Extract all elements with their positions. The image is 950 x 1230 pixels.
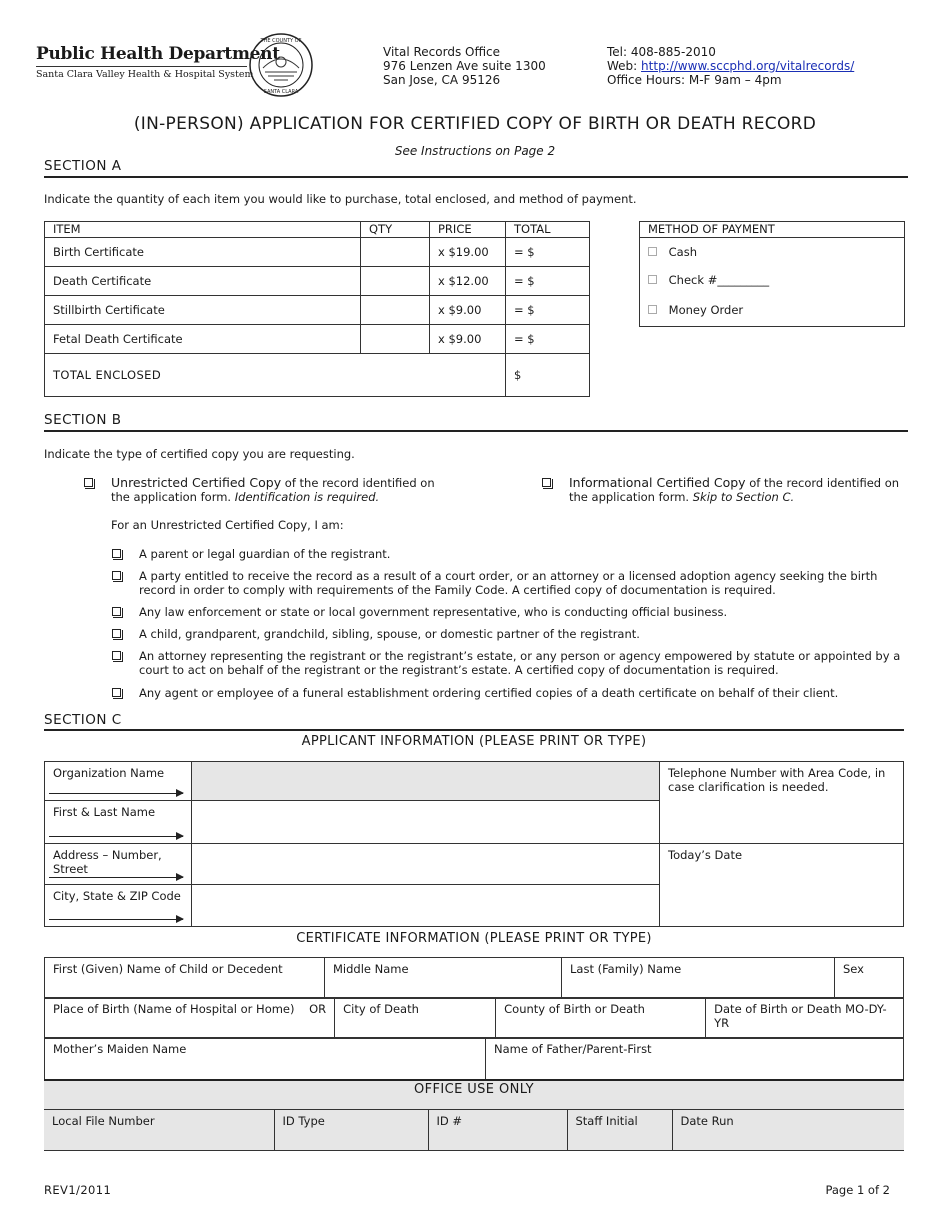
arrow-right-icon — [49, 793, 183, 794]
section-c-rule — [44, 729, 904, 731]
checkbox-icon[interactable] — [112, 607, 121, 616]
id-number-label: ID # — [436, 1114, 463, 1128]
checkbox-icon[interactable] — [112, 571, 121, 580]
table-row — [45, 325, 590, 354]
section-b-rule — [44, 430, 908, 432]
first-last-name-input[interactable] — [192, 801, 660, 844]
total-fetal-death-input[interactable]: = $ — [506, 325, 590, 354]
todays-date-label: Today’s Date — [668, 848, 743, 862]
eligibility-option-5[interactable] — [112, 649, 902, 677]
certificate-table-row3 — [44, 1037, 904, 1080]
sex-field[interactable] — [835, 958, 904, 999]
checkbox-icon[interactable] — [112, 549, 121, 558]
place-of-birth-label: Place of Birth (Name of Hospital or Home) OR — [53, 1002, 327, 1016]
qty-birth-input[interactable] — [361, 238, 430, 267]
form-subtitle: See Instructions on Page 2 — [394, 144, 556, 158]
item-death: Death Certificate — [45, 267, 361, 296]
mothers-maiden-name-field[interactable] — [45, 1038, 486, 1080]
arrow-right-icon — [49, 836, 183, 837]
price-death: x $12.00 — [430, 267, 506, 296]
section-a-rule — [44, 176, 908, 178]
section-a-instruction: Indicate the quantity of each item you would like to purchase, total enclosed, and method of payment. — [44, 192, 637, 206]
applicant-table — [44, 761, 904, 927]
col-total: TOTAL — [506, 222, 590, 238]
eligibility-option-label: A parent or legal guardian of the registrant. — [139, 547, 391, 561]
county-seal-icon — [248, 32, 314, 98]
table-row — [45, 296, 590, 325]
middle-name-field[interactable] — [325, 958, 562, 999]
last-name-label: Last (Family) Name — [570, 962, 682, 976]
qty-fetal-death-input[interactable] — [361, 325, 430, 354]
eligibility-option-label: Any agent or employee of a funeral establishment ordering certified copies of a death certificate on behalf of their client. — [139, 686, 839, 700]
payment-table — [639, 221, 905, 327]
unrestricted-copy-option[interactable] — [84, 476, 454, 504]
telephone-label: Telephone Number with Area Code, in case clarification is needed. — [668, 766, 886, 794]
payment-heading: METHOD OF PAYMENT — [640, 222, 905, 238]
price-stillbirth: x $9.00 — [430, 296, 506, 325]
first-name-label: First (Given) Name of Child or Decedent — [53, 962, 283, 976]
payment-cash-label: Cash — [668, 245, 698, 259]
payment-check-label: Check #_________ — [668, 273, 770, 287]
table-row — [45, 267, 590, 296]
eligibility-option-1[interactable] — [112, 547, 902, 561]
office-address-line2: San Jose, CA 95126 — [383, 73, 501, 87]
date-run-field — [672, 1110, 904, 1151]
todays-date-field[interactable] — [660, 844, 904, 927]
col-item: ITEM — [45, 222, 361, 238]
unrestricted-copy-desc: of the record identified on the application form. — [111, 476, 435, 504]
city-state-zip-text: City, State & ZIP Code — [53, 889, 181, 903]
tel-label: Tel: — [607, 45, 628, 59]
id-type-field — [274, 1110, 428, 1151]
staff-initial-label: Staff Initial — [575, 1114, 638, 1128]
certificate-info-heading: CERTIFICATE INFORMATION (PLEASE PRINT OR TYPE) — [296, 931, 652, 946]
staff-initial-field — [567, 1110, 672, 1151]
eligibility-option-3[interactable] — [112, 605, 902, 619]
total-enclosed-label: TOTAL ENCLOSED — [45, 354, 506, 397]
page-number: Page 1 of 2 — [825, 1183, 890, 1197]
office-hours: Office Hours: M-F 9am – 4pm — [607, 73, 782, 87]
section-c-heading: SECTION C — [44, 712, 122, 728]
price-fetal-death: x $9.00 — [430, 325, 506, 354]
logo-divider — [36, 66, 247, 67]
city-of-death-label: City of Death — [343, 1002, 419, 1016]
address-input[interactable] — [192, 844, 660, 885]
eligibility-option-2[interactable] — [112, 569, 902, 597]
eligibility-option-6[interactable] — [112, 686, 902, 700]
father-name-label: Name of Father/Parent-First — [494, 1042, 652, 1056]
mothers-maiden-name-label: Mother’s Maiden Name — [53, 1042, 187, 1056]
checkbox-icon[interactable] — [648, 305, 657, 314]
payment-money-order-label: Money Order — [668, 303, 744, 317]
item-birth: Birth Certificate — [45, 238, 361, 267]
father-name-field[interactable] — [486, 1038, 904, 1080]
payment-check-option[interactable] — [640, 267, 904, 296]
qty-stillbirth-input[interactable] — [361, 296, 430, 325]
certificate-table-row1 — [44, 957, 904, 999]
table-row — [45, 238, 590, 267]
checkbox-icon[interactable] — [112, 629, 121, 638]
office-address-line1: 976 Lenzen Ave suite 1300 — [383, 59, 546, 73]
section-b-instruction: Indicate the type of certified copy you are requesting. — [44, 447, 355, 461]
organization-name-input[interactable] — [192, 762, 660, 801]
col-price: PRICE — [430, 222, 506, 238]
web-link[interactable]: http://www.sccphd.org/vitalrecords/ — [641, 59, 855, 73]
eligibility-option-label: An attorney representing the registrant or the registrant’s estate, or any person or agency empowered by statute or appointed by a court to act on behalf of the registrant or the registrant’s estate. A certified copy of documentation is required. — [139, 649, 901, 677]
first-last-name-text: First & Last Name — [53, 805, 156, 819]
last-name-field[interactable] — [562, 958, 835, 999]
informational-copy-title: Informational Certified Copy — [569, 475, 746, 490]
payment-money-order-option[interactable] — [640, 296, 904, 326]
city-state-zip-label — [45, 885, 192, 927]
item-stillbirth: Stillbirth Certificate — [45, 296, 361, 325]
applicant-info-heading: APPLICANT INFORMATION (PLEASE PRINT OR TYPE) — [301, 734, 647, 749]
certificate-table-row2 — [44, 997, 904, 1039]
date-run-label: Date Run — [680, 1114, 734, 1128]
informational-copy-option[interactable] — [542, 476, 907, 504]
section-b-heading: SECTION B — [44, 412, 122, 428]
unrestricted-copy-title: Unrestricted Certified Copy — [111, 475, 282, 490]
arrow-right-icon — [49, 877, 183, 878]
logo-subtitle: Santa Clara Valley Health & Hospital System — [36, 69, 254, 80]
place-of-birth-field[interactable] — [45, 998, 335, 1039]
eligibility-option-4[interactable] — [112, 627, 902, 641]
revision-label: REV1/2011 — [44, 1183, 112, 1197]
informational-copy-desc: of the record identified on the application form. — [569, 476, 900, 504]
date-of-event-field[interactable] — [706, 998, 904, 1039]
office-name: Vital Records Office — [383, 45, 501, 59]
checkbox-icon[interactable] — [84, 478, 93, 487]
qty-death-input[interactable] — [361, 267, 430, 296]
checkbox-icon[interactable] — [648, 247, 657, 256]
web-label: Web: — [607, 59, 638, 73]
total-enclosed-input[interactable]: $ — [506, 354, 590, 397]
checkbox-icon[interactable] — [112, 651, 121, 660]
tel-value: 408-885-2010 — [630, 45, 716, 59]
office-use-table — [44, 1109, 904, 1151]
eligibility-option-label: A child, grandparent, grandchild, sibling, spouse, or domestic partner of the registrant. — [139, 627, 640, 641]
price-birth: x $19.00 — [430, 238, 506, 267]
checkbox-icon[interactable] — [112, 688, 121, 697]
logo-title: Public Health Department — [36, 44, 280, 64]
total-death-input[interactable]: = $ — [506, 267, 590, 296]
arrow-right-icon — [49, 919, 183, 920]
county-label: County of Birth or Death — [504, 1002, 645, 1016]
unrestricted-lead: For an Unrestricted Certified Copy, I am: — [111, 518, 344, 532]
eligibility-option-label: Any law enforcement or state or local government representative, who is conducting official business. — [139, 605, 728, 619]
id-number-field — [428, 1110, 567, 1151]
total-stillbirth-input[interactable]: = $ — [506, 296, 590, 325]
unrestricted-copy-note: Identification is required. — [234, 490, 380, 504]
office-use-heading: OFFICE USE ONLY — [414, 1082, 534, 1097]
address-text: Address – Number, Street — [53, 848, 162, 876]
svg-text:SANTA CLARA: SANTA CLARA — [263, 89, 299, 95]
section-a-heading: SECTION A — [44, 158, 122, 174]
date-of-event-label: Date of Birth or Death MO-DY-YR — [714, 1002, 887, 1030]
pricing-table — [44, 221, 590, 397]
sex-label: Sex — [843, 962, 864, 976]
col-qty: QTY — [361, 222, 430, 238]
county-field[interactable] — [496, 998, 706, 1039]
organization-name-text: Organization Name — [53, 766, 165, 780]
first-name-field[interactable] — [45, 958, 325, 999]
svg-text:THE COUNTY OF: THE COUNTY OF — [260, 38, 302, 44]
eligibility-option-label: A party entitled to receive the record as a result of a court order, or an attorney or a licensed adoption agency seeking the birth record in order to comply with requirements of the Family Code. A certified copy of documentation is required. — [139, 569, 878, 597]
total-birth-input[interactable]: = $ — [506, 238, 590, 267]
id-type-label: ID Type — [282, 1114, 325, 1128]
local-file-number-field — [44, 1110, 274, 1151]
payment-cash-option[interactable] — [640, 238, 904, 267]
organization-name-label — [45, 762, 192, 801]
address-label — [45, 844, 192, 885]
middle-name-label: Middle Name — [333, 962, 409, 976]
item-fetal-death: Fetal Death Certificate — [45, 325, 361, 354]
checkbox-icon[interactable] — [648, 275, 657, 284]
first-last-name-label — [45, 801, 192, 844]
telephone-field[interactable] — [660, 762, 904, 844]
local-file-number-label: Local File Number — [52, 1114, 155, 1128]
informational-copy-note: Skip to Section C. — [692, 490, 795, 504]
city-of-death-field[interactable] — [335, 998, 496, 1039]
checkbox-icon[interactable] — [542, 478, 551, 487]
city-state-zip-input[interactable] — [192, 885, 660, 927]
form-title: (IN-PERSON) APPLICATION FOR CERTIFIED COPY OF BIRTH OR DEATH RECORD — [133, 114, 817, 134]
